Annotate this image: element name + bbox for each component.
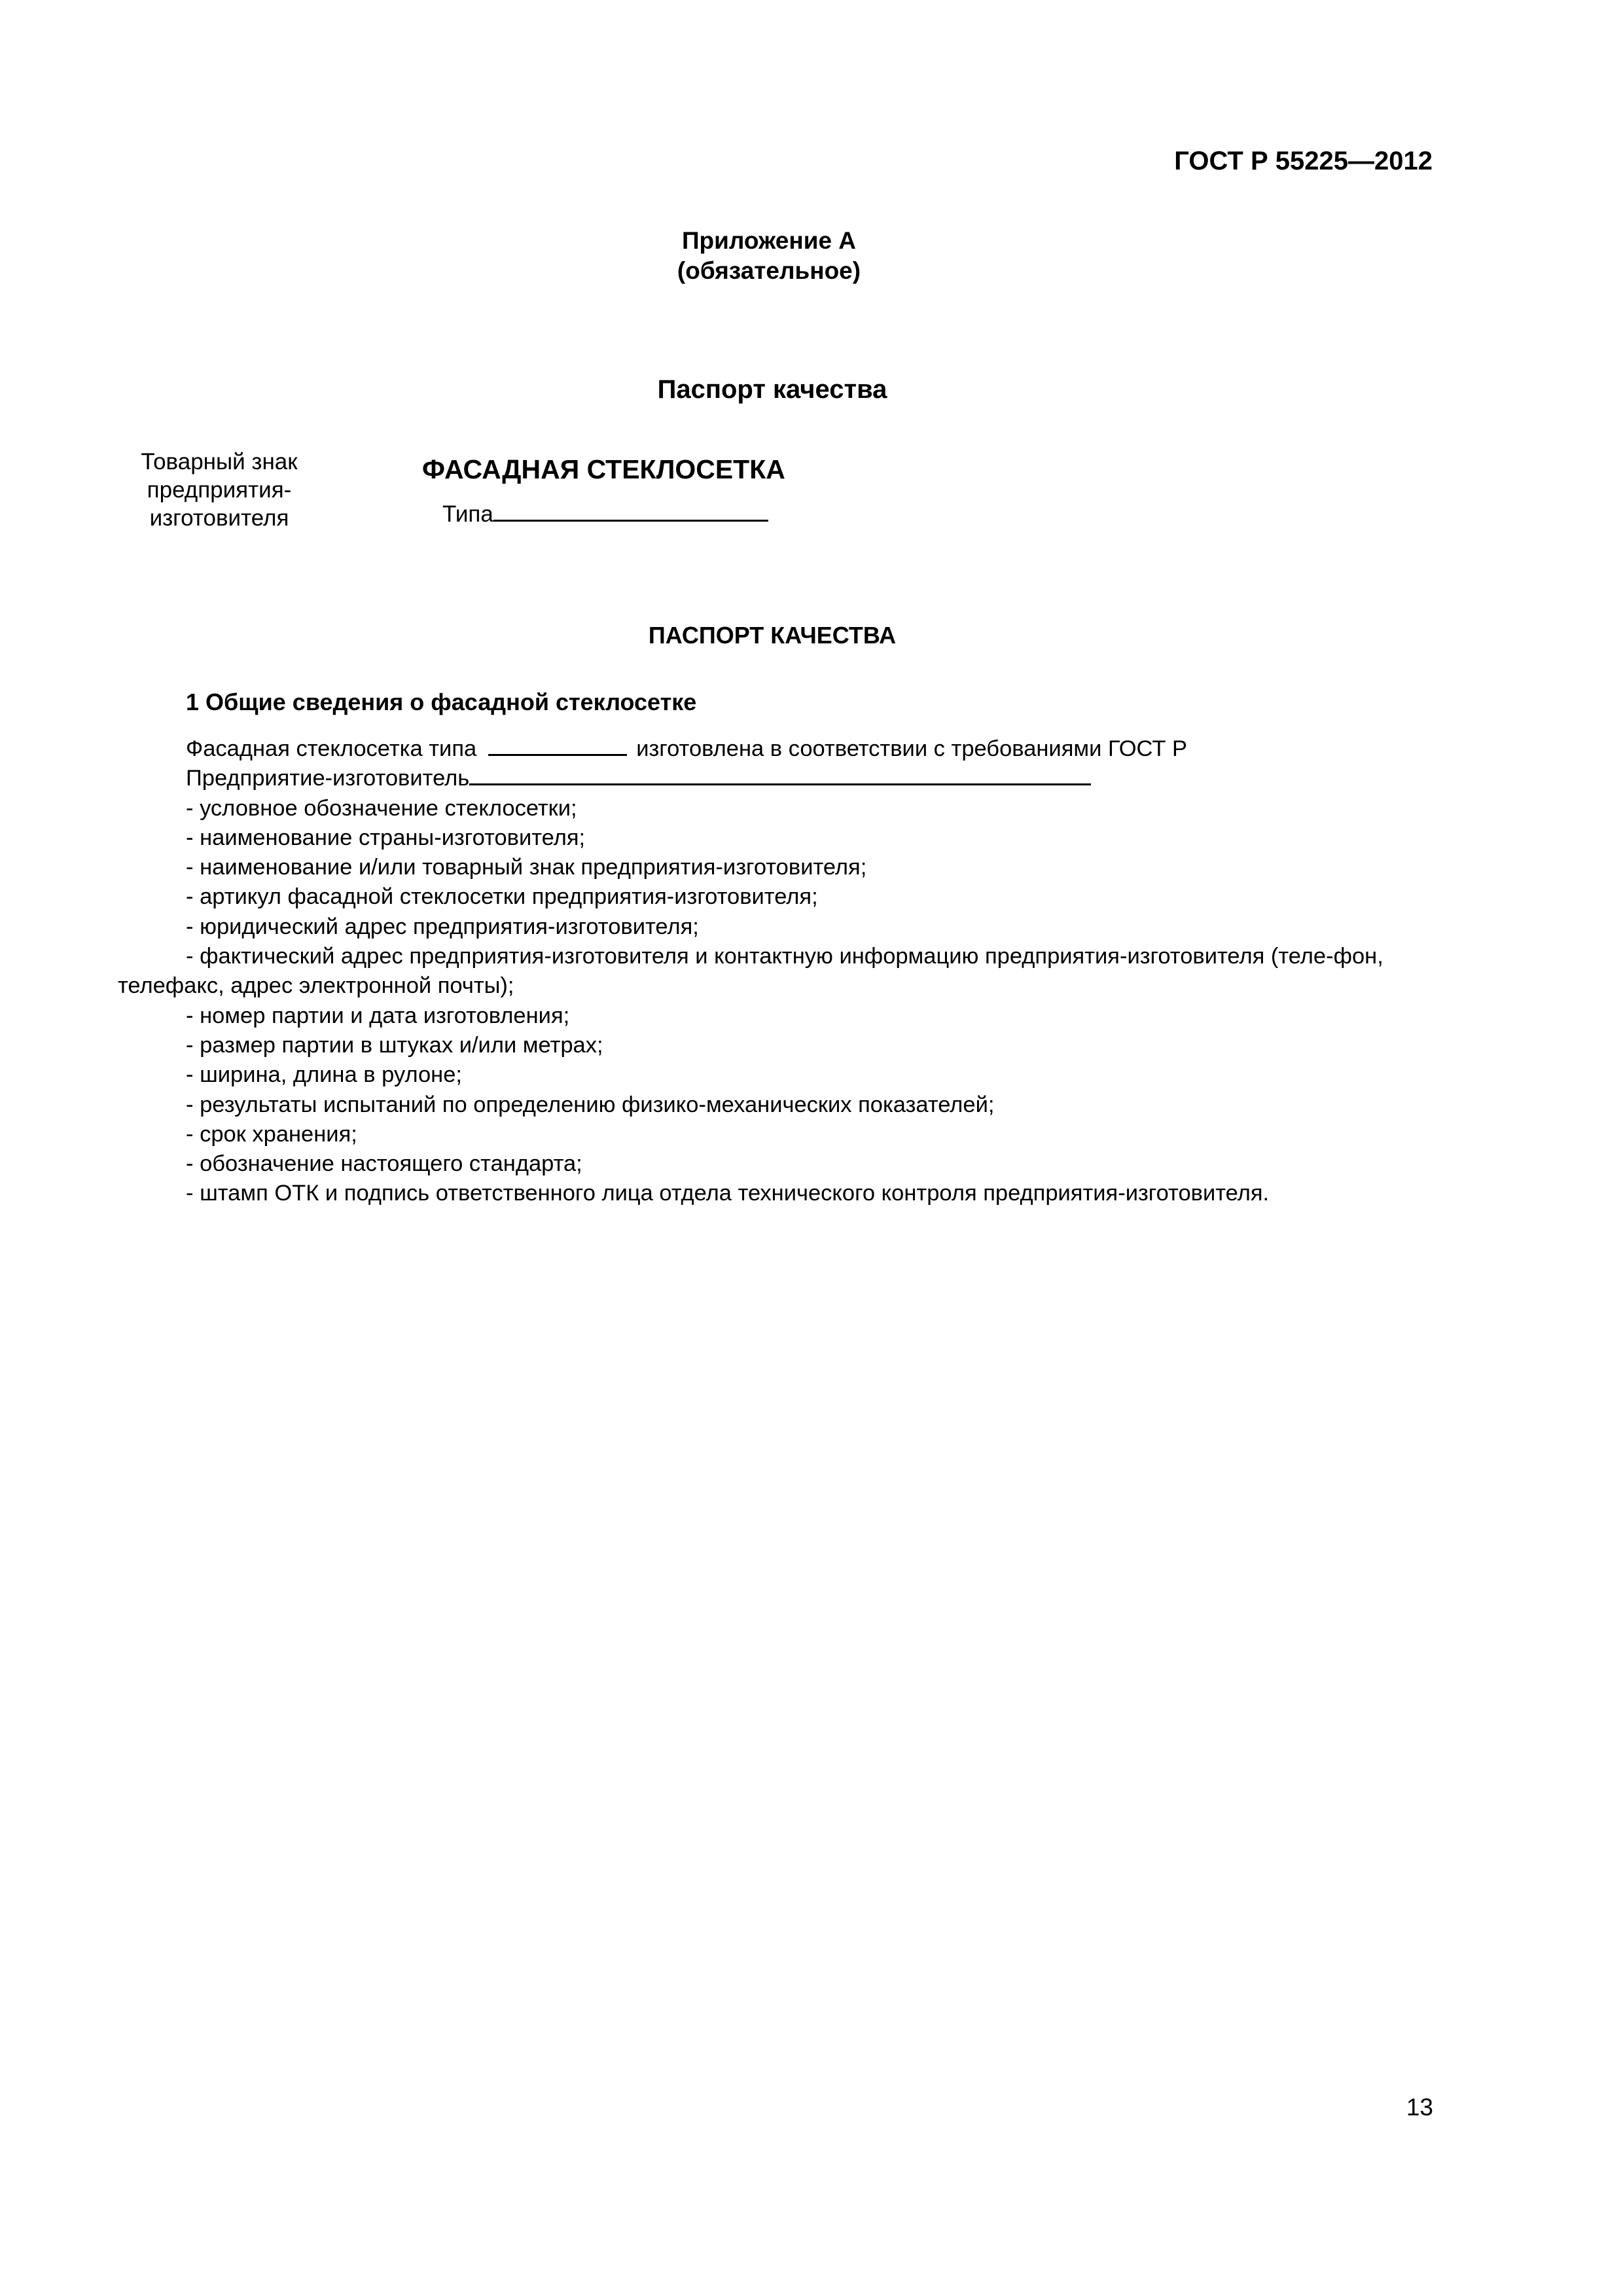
list-item: - юридический адрес предприятия-изготовителя; <box>186 914 699 939</box>
section-title: 1 Общие сведения о фасадной стеклосетке <box>186 689 697 715</box>
list-item: - наименование страны-изготовителя; <box>186 825 586 850</box>
page-number: 13 <box>1406 2094 1433 2121</box>
appendix-title: Приложение А <box>681 227 857 254</box>
intro-after: изготовлена в соответствии с требованиями ГОСТ Р <box>636 736 1187 761</box>
list-item: - срок хранения; <box>186 1121 357 1147</box>
list-item: - штамп ОТК и подпись ответственного лица отдела технического контроля предприятия-изготовителя. <box>186 1181 1270 1206</box>
manufacturer-label: Предприятие-изготовитель <box>186 766 470 791</box>
type-blank-field[interactable] <box>493 500 768 522</box>
type-fill-blank[interactable] <box>488 734 627 756</box>
appendix-status: (обязательное) <box>677 257 861 284</box>
type-label: Типа <box>442 501 493 527</box>
type-line <box>442 500 768 528</box>
trademark-label <box>101 448 337 532</box>
product-title: ФАСАДНАЯ СТЕКЛОСЕТКА <box>422 454 785 484</box>
document-code: ГОСТ Р 55225—2012 <box>1174 147 1433 175</box>
trademark-line: изготовителя <box>149 505 289 531</box>
list-item: - результаты испытаний по определению физико-механических показателей; <box>186 1092 995 1117</box>
trademark-line: предприятия- <box>147 477 292 503</box>
appendix-block <box>615 226 923 286</box>
section-body <box>118 734 1440 1209</box>
manufacturer-line <box>118 764 1440 793</box>
list-item: - обозначение настоящего стандарта; <box>186 1151 582 1177</box>
passport-caps-heading: ПАСПОРТ КАЧЕСТВА <box>648 622 897 649</box>
list-item: - артикул фасадной стеклосетки предприятия-изготовителя; <box>186 884 818 910</box>
list-item: - размер партии в штуках и/или метрах; <box>186 1032 603 1058</box>
list-item: - фактический адрес предприятия-изготовителя и контактную информацию предприятия-изготовителя (теле-фон, телефакс, адрес электронной почты); <box>118 944 1383 999</box>
list-item: - номер партии и дата изготовления; <box>186 1003 570 1028</box>
intro-line <box>118 734 1440 764</box>
intro-before: Фасадная стеклосетка типа <box>186 736 477 761</box>
trademark-line: Товарный знак <box>141 449 298 475</box>
manufacturer-blank[interactable] <box>469 764 1091 785</box>
list-item: - условное обозначение стеклосетки; <box>186 795 577 821</box>
page-heading: Паспорт качества <box>657 375 887 404</box>
list-item: - ширина, длина в рулоне; <box>186 1062 462 1088</box>
list-item: - наименование и/или товарный знак предприятия-изготовителя; <box>186 855 867 880</box>
